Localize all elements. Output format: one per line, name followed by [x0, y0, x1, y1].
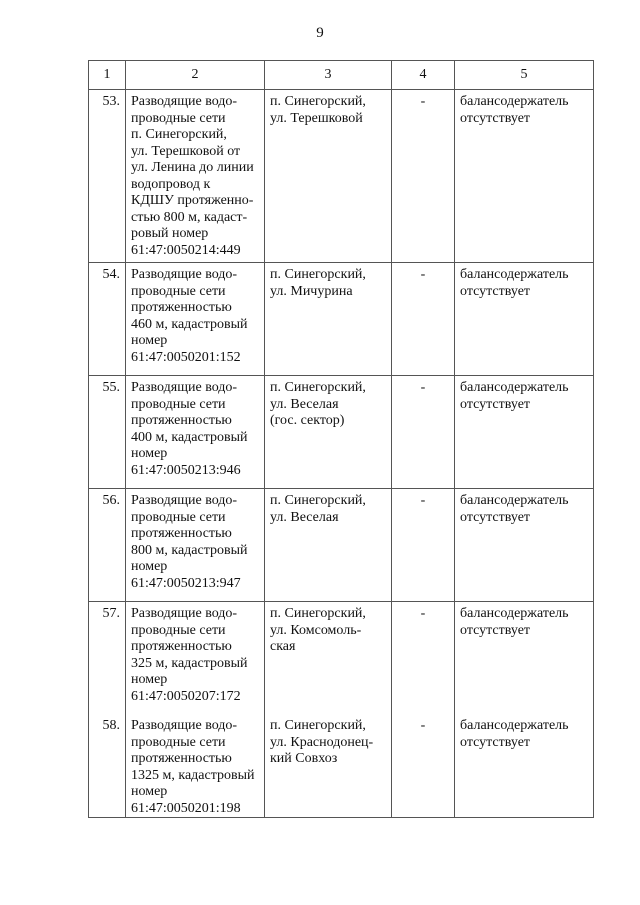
object-name-line: 800 м, кадастровый	[131, 542, 248, 558]
holder-line: отсутствует	[460, 734, 531, 750]
address-line: ул. Мичурина	[270, 283, 353, 299]
object-name-line: 61:47:0050201:198	[131, 800, 241, 816]
address-line: п. Синегорский,	[270, 718, 366, 733]
address-cell	[265, 714, 392, 818]
object-name-cell	[126, 489, 265, 602]
table-row	[89, 90, 594, 263]
object-name-line: номер	[131, 672, 168, 687]
holder-line: отсутствует	[460, 396, 531, 412]
row-number: 58.	[89, 714, 126, 818]
object-name-line: 61:47:0050207:172	[131, 688, 241, 704]
address-cell	[265, 376, 392, 489]
holder-line: отсутствует	[460, 622, 531, 638]
object-name-line: стью 800 м, кадаст-	[131, 209, 248, 225]
col4-value: -	[392, 602, 455, 715]
object-name-line: 61:47:0050213:947	[131, 575, 241, 591]
object-name-line: проводные сети	[131, 734, 226, 750]
object-name-line: номер	[131, 333, 168, 348]
address-line: ул. Краснодонец-	[270, 734, 374, 750]
object-name-cell	[126, 714, 265, 818]
address-line: ская	[270, 639, 296, 654]
object-name-line: 61:47:0050214:449	[131, 242, 241, 258]
object-name-line: номер	[131, 446, 168, 461]
object-name-line: 400 м, кадастровый	[131, 429, 248, 445]
address-line: п. Синегорский,	[270, 267, 366, 282]
object-name-line: проводные сети	[131, 110, 226, 126]
header-col-3: 3	[265, 61, 392, 90]
header-col-1: 1	[89, 61, 126, 90]
object-name-line: Разводящие водо-	[131, 718, 238, 733]
object-name-line: протяженностью	[131, 300, 232, 315]
object-name-line: водопровод к	[131, 176, 211, 192]
object-name-line: Разводящие водо-	[131, 380, 238, 395]
object-name-line: проводные сети	[131, 622, 226, 638]
object-name-line: Разводящие водо-	[131, 606, 238, 621]
holder-cell	[455, 376, 594, 489]
address-line: п. Синегорский,	[270, 493, 366, 508]
holder-line: балансодержатель	[460, 267, 569, 282]
object-name-line: Разводящие водо-	[131, 94, 238, 109]
table-header	[89, 61, 594, 90]
address-line: ул. Веселая	[270, 509, 339, 525]
row-number: 56.	[89, 489, 126, 602]
holder-cell	[455, 263, 594, 376]
table-row	[89, 602, 594, 715]
col4-value: -	[392, 489, 455, 602]
object-name-line: 460 м, кадастровый	[131, 316, 248, 332]
object-name-line: проводные сети	[131, 396, 226, 412]
object-name-line: проводные сети	[131, 509, 226, 525]
row-number: 57.	[89, 602, 126, 715]
holder-line: отсутствует	[460, 283, 531, 299]
object-name-line: номер	[131, 559, 168, 574]
object-name-cell	[126, 376, 265, 489]
table-row	[89, 376, 594, 489]
header-col-5: 5	[455, 61, 594, 90]
holder-cell	[455, 602, 594, 715]
address-cell	[265, 602, 392, 715]
header-col-2: 2	[126, 61, 265, 90]
col4-value: -	[392, 376, 455, 489]
object-name-line: ул. Ленина до линии	[131, 160, 254, 175]
object-name-line: 61:47:0050213:946	[131, 462, 241, 478]
object-name-line: КДШУ протяженно-	[131, 193, 254, 208]
object-name-line: проводные сети	[131, 283, 226, 299]
holder-line: отсутствует	[460, 110, 531, 126]
holder-cell	[455, 489, 594, 602]
header-col-4: 4	[392, 61, 455, 90]
object-name-line: п. Синегорский,	[131, 127, 227, 142]
holder-cell	[455, 714, 594, 818]
holder-cell	[455, 90, 594, 263]
object-name-line: номер	[131, 784, 168, 799]
holder-line: балансодержатель	[460, 380, 569, 395]
object-name-line: Разводящие водо-	[131, 267, 238, 282]
table-body	[89, 90, 594, 818]
page-number: 9	[316, 25, 324, 41]
object-name-line: ровый номер	[131, 226, 209, 241]
header-row	[89, 61, 594, 90]
row-number: 53.	[89, 90, 126, 263]
address-cell	[265, 489, 392, 602]
col4-value: -	[392, 263, 455, 376]
registry-table	[88, 60, 594, 818]
holder-line: балансодержатель	[460, 718, 569, 733]
table-row	[89, 489, 594, 602]
object-name-cell	[126, 602, 265, 715]
object-name-line: протяженностью	[131, 526, 232, 541]
object-name-cell	[126, 90, 265, 263]
object-name-line: протяженностью	[131, 413, 232, 428]
object-name-line: Разводящие водо-	[131, 493, 238, 508]
address-line: п. Синегорский,	[270, 606, 366, 621]
object-name-line: 61:47:0050201:152	[131, 349, 241, 365]
address-line: п. Синегорский,	[270, 94, 366, 109]
object-name-line: протяженностью	[131, 639, 232, 654]
row-number: 54.	[89, 263, 126, 376]
object-name-line: ул. Терешковой от	[131, 143, 241, 159]
address-line: (гос. сектор)	[270, 413, 345, 428]
object-name-line: 1325 м, кадастровый	[131, 767, 255, 783]
holder-line: балансодержатель	[460, 493, 569, 508]
col4-value: -	[392, 714, 455, 818]
object-name-cell	[126, 263, 265, 376]
table-row	[89, 714, 594, 818]
holder-line: балансодержатель	[460, 606, 569, 621]
address-line: ул. Терешковой	[270, 110, 363, 126]
address-line: кий Совхоз	[270, 751, 338, 766]
col4-value: -	[392, 90, 455, 263]
object-name-line: протяженностью	[131, 751, 232, 766]
address-cell	[265, 263, 392, 376]
object-name-line: 325 м, кадастровый	[131, 655, 248, 671]
table-row	[89, 263, 594, 376]
row-number: 55.	[89, 376, 126, 489]
holder-line: отсутствует	[460, 509, 531, 525]
address-line: ул. Комсомоль-	[270, 622, 362, 638]
holder-line: балансодержатель	[460, 94, 569, 109]
address-cell	[265, 90, 392, 263]
address-line: ул. Веселая	[270, 396, 339, 412]
address-line: п. Синегорский,	[270, 380, 366, 395]
